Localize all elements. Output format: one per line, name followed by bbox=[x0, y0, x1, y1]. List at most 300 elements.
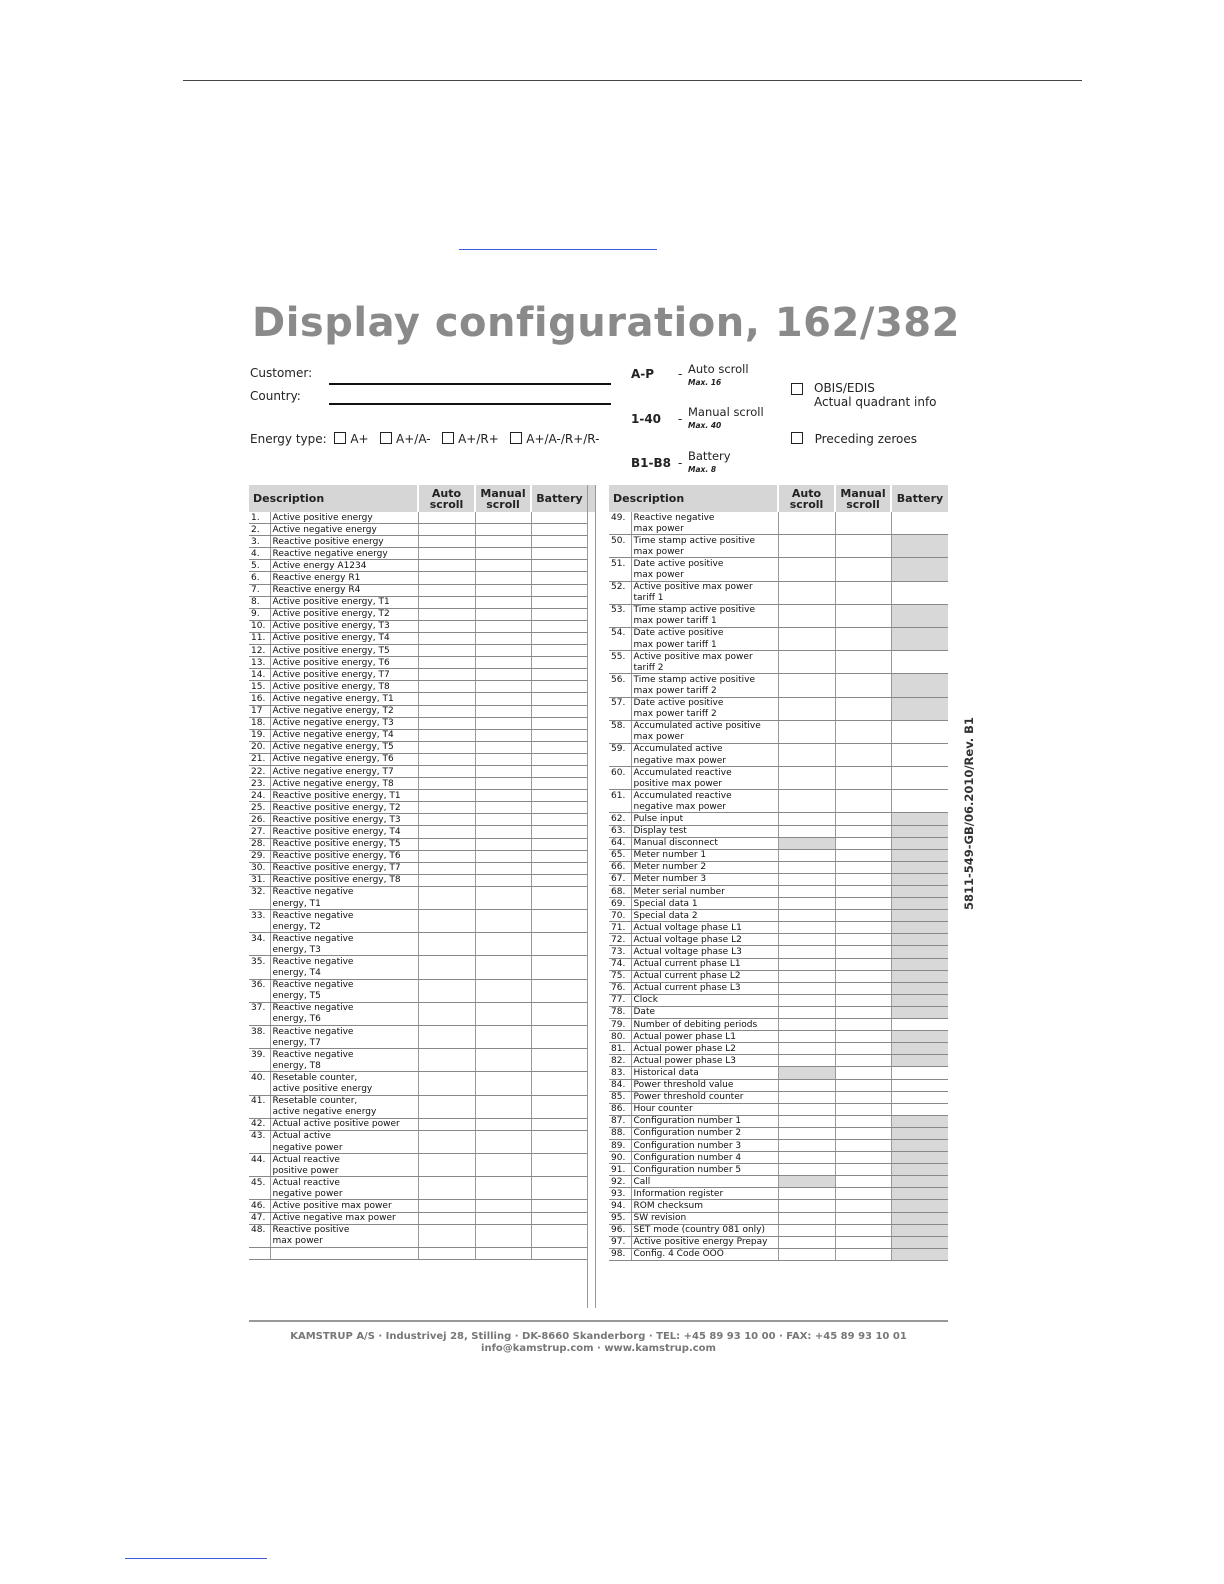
battery-cell[interactable] bbox=[891, 994, 948, 1006]
auto-scroll-cell[interactable] bbox=[778, 994, 835, 1006]
auto-scroll-cell[interactable] bbox=[418, 620, 475, 632]
battery-cell[interactable] bbox=[891, 1019, 948, 1031]
battery-cell[interactable] bbox=[531, 512, 587, 524]
battery-cell[interactable] bbox=[531, 560, 587, 572]
auto-scroll-cell[interactable] bbox=[778, 861, 835, 873]
battery-cell[interactable] bbox=[891, 958, 948, 970]
checkbox-icon[interactable] bbox=[380, 432, 392, 444]
manual-scroll-cell[interactable] bbox=[475, 956, 531, 979]
manual-scroll-cell[interactable] bbox=[475, 620, 531, 632]
manual-scroll-cell[interactable] bbox=[835, 720, 891, 743]
battery-cell[interactable] bbox=[531, 681, 587, 693]
battery-cell[interactable] bbox=[891, 535, 948, 558]
battery-cell[interactable] bbox=[531, 1200, 587, 1212]
manual-scroll-cell[interactable] bbox=[475, 681, 531, 693]
battery-cell[interactable] bbox=[891, 934, 948, 946]
battery-cell[interactable] bbox=[891, 1224, 948, 1236]
manual-scroll-cell[interactable] bbox=[835, 970, 891, 982]
auto-scroll-cell[interactable] bbox=[418, 1130, 475, 1153]
manual-scroll-cell[interactable] bbox=[835, 946, 891, 958]
battery-cell[interactable] bbox=[531, 1130, 587, 1153]
battery-cell[interactable] bbox=[531, 632, 587, 644]
manual-scroll-cell[interactable] bbox=[475, 1002, 531, 1025]
manual-scroll-cell[interactable] bbox=[475, 548, 531, 560]
auto-scroll-cell[interactable] bbox=[418, 645, 475, 657]
auto-scroll-cell[interactable] bbox=[778, 512, 835, 535]
battery-cell[interactable] bbox=[531, 584, 587, 596]
auto-scroll-cell[interactable] bbox=[778, 898, 835, 910]
battery-cell[interactable] bbox=[531, 838, 587, 850]
battery-cell[interactable] bbox=[531, 979, 587, 1002]
battery-cell[interactable] bbox=[891, 825, 948, 837]
auto-scroll-cell[interactable] bbox=[418, 910, 475, 933]
manual-scroll-cell[interactable] bbox=[835, 743, 891, 766]
battery-cell[interactable] bbox=[891, 1152, 948, 1164]
auto-scroll-cell[interactable] bbox=[418, 572, 475, 584]
battery-cell[interactable] bbox=[531, 572, 587, 584]
auto-scroll-cell[interactable] bbox=[778, 1224, 835, 1236]
auto-scroll-cell[interactable] bbox=[778, 1164, 835, 1176]
auto-scroll-cell[interactable] bbox=[778, 837, 835, 849]
battery-cell[interactable] bbox=[891, 1055, 948, 1067]
battery-cell[interactable] bbox=[531, 705, 587, 717]
manual-scroll-cell[interactable] bbox=[835, 558, 891, 581]
battery-cell[interactable] bbox=[891, 512, 948, 535]
auto-scroll-cell[interactable] bbox=[418, 596, 475, 608]
battery-cell[interactable] bbox=[531, 790, 587, 802]
auto-scroll-cell[interactable] bbox=[418, 874, 475, 886]
battery-cell[interactable] bbox=[531, 608, 587, 620]
manual-scroll-cell[interactable] bbox=[835, 898, 891, 910]
checkbox-icon[interactable] bbox=[791, 432, 803, 444]
battery-cell[interactable] bbox=[891, 922, 948, 934]
auto-scroll-cell[interactable] bbox=[778, 1019, 835, 1031]
manual-scroll-cell[interactable] bbox=[835, 1188, 891, 1200]
manual-scroll-cell[interactable] bbox=[475, 524, 531, 536]
auto-scroll-cell[interactable] bbox=[778, 558, 835, 581]
battery-cell[interactable] bbox=[531, 956, 587, 979]
battery-cell[interactable] bbox=[531, 802, 587, 814]
checkbox-icon[interactable] bbox=[334, 432, 346, 444]
manual-scroll-cell[interactable] bbox=[475, 669, 531, 681]
auto-scroll-cell[interactable] bbox=[778, 922, 835, 934]
auto-scroll-cell[interactable] bbox=[778, 886, 835, 898]
energy-option-a-plus[interactable]: A+ bbox=[334, 432, 368, 446]
manual-scroll-cell[interactable] bbox=[835, 581, 891, 604]
manual-scroll-cell[interactable] bbox=[475, 741, 531, 753]
auto-scroll-cell[interactable] bbox=[418, 657, 475, 669]
auto-scroll-cell[interactable] bbox=[778, 720, 835, 743]
battery-cell[interactable] bbox=[891, 813, 948, 825]
manual-scroll-cell[interactable] bbox=[835, 922, 891, 934]
manual-scroll-cell[interactable] bbox=[475, 1118, 531, 1130]
auto-scroll-cell[interactable] bbox=[418, 1154, 475, 1177]
battery-cell[interactable] bbox=[891, 1103, 948, 1115]
auto-scroll-cell[interactable] bbox=[778, 651, 835, 674]
battery-cell[interactable] bbox=[891, 1127, 948, 1139]
manual-scroll-cell[interactable] bbox=[475, 753, 531, 765]
auto-scroll-cell[interactable] bbox=[418, 1026, 475, 1049]
auto-scroll-cell[interactable] bbox=[418, 1002, 475, 1025]
energy-option-a-plus-minus[interactable]: A+/A- bbox=[380, 432, 431, 446]
auto-scroll-cell[interactable] bbox=[778, 767, 835, 790]
manual-scroll-cell[interactable] bbox=[475, 560, 531, 572]
battery-cell[interactable] bbox=[531, 596, 587, 608]
battery-cell[interactable] bbox=[531, 1224, 587, 1247]
auto-scroll-cell[interactable] bbox=[778, 1200, 835, 1212]
manual-scroll-cell[interactable] bbox=[835, 674, 891, 697]
auto-scroll-cell[interactable] bbox=[418, 608, 475, 620]
country-field[interactable] bbox=[329, 403, 611, 405]
auto-scroll-cell[interactable] bbox=[778, 813, 835, 825]
battery-cell[interactable] bbox=[531, 874, 587, 886]
manual-scroll-cell[interactable] bbox=[835, 1164, 891, 1176]
battery-cell[interactable] bbox=[531, 1049, 587, 1072]
battery-cell[interactable] bbox=[531, 536, 587, 548]
battery-cell[interactable] bbox=[891, 1031, 948, 1043]
auto-scroll-cell[interactable] bbox=[418, 1072, 475, 1095]
auto-scroll-cell[interactable] bbox=[418, 814, 475, 826]
auto-scroll-cell[interactable] bbox=[778, 1212, 835, 1224]
auto-scroll-cell[interactable] bbox=[418, 1118, 475, 1130]
auto-scroll-cell[interactable] bbox=[778, 1188, 835, 1200]
battery-cell[interactable] bbox=[531, 886, 587, 909]
battery-cell[interactable] bbox=[891, 837, 948, 849]
battery-cell[interactable] bbox=[891, 1043, 948, 1055]
battery-cell[interactable] bbox=[531, 1002, 587, 1025]
manual-scroll-cell[interactable] bbox=[475, 862, 531, 874]
manual-scroll-cell[interactable] bbox=[835, 767, 891, 790]
manual-scroll-cell[interactable] bbox=[835, 1067, 891, 1079]
manual-scroll-cell[interactable] bbox=[475, 814, 531, 826]
battery-cell[interactable] bbox=[891, 627, 948, 650]
battery-cell[interactable] bbox=[891, 1006, 948, 1018]
auto-scroll-cell[interactable] bbox=[778, 910, 835, 922]
auto-scroll-cell[interactable] bbox=[418, 862, 475, 874]
auto-scroll-cell[interactable] bbox=[778, 1079, 835, 1091]
auto-scroll-cell[interactable] bbox=[778, 1091, 835, 1103]
manual-scroll-cell[interactable] bbox=[835, 873, 891, 885]
empty-input-cell[interactable] bbox=[418, 1247, 475, 1259]
auto-scroll-cell[interactable] bbox=[418, 753, 475, 765]
checkbox-icon[interactable] bbox=[510, 432, 522, 444]
manual-scroll-cell[interactable] bbox=[835, 886, 891, 898]
battery-cell[interactable] bbox=[891, 1115, 948, 1127]
auto-scroll-cell[interactable] bbox=[418, 979, 475, 1002]
auto-scroll-cell[interactable] bbox=[418, 886, 475, 909]
manual-scroll-cell[interactable] bbox=[835, 1248, 891, 1260]
auto-scroll-cell[interactable] bbox=[778, 873, 835, 885]
manual-scroll-cell[interactable] bbox=[475, 512, 531, 524]
manual-scroll-cell[interactable] bbox=[835, 1212, 891, 1224]
manual-scroll-cell[interactable] bbox=[835, 958, 891, 970]
battery-cell[interactable] bbox=[531, 933, 587, 956]
preceding-zeroes-option[interactable]: Preceding zeroes bbox=[791, 432, 917, 446]
manual-scroll-cell[interactable] bbox=[475, 693, 531, 705]
auto-scroll-cell[interactable] bbox=[418, 1049, 475, 1072]
battery-cell[interactable] bbox=[891, 720, 948, 743]
auto-scroll-cell[interactable] bbox=[418, 933, 475, 956]
auto-scroll-cell[interactable] bbox=[778, 581, 835, 604]
manual-scroll-cell[interactable] bbox=[835, 1091, 891, 1103]
auto-scroll-cell[interactable] bbox=[418, 826, 475, 838]
auto-scroll-cell[interactable] bbox=[778, 1031, 835, 1043]
customer-field[interactable] bbox=[329, 383, 611, 385]
auto-scroll-cell[interactable] bbox=[778, 1127, 835, 1139]
auto-scroll-cell[interactable] bbox=[778, 1248, 835, 1260]
auto-scroll-cell[interactable] bbox=[418, 778, 475, 790]
auto-scroll-cell[interactable] bbox=[418, 838, 475, 850]
manual-scroll-cell[interactable] bbox=[835, 982, 891, 994]
battery-cell[interactable] bbox=[531, 1177, 587, 1200]
battery-cell[interactable] bbox=[531, 1095, 587, 1118]
auto-scroll-cell[interactable] bbox=[778, 982, 835, 994]
battery-cell[interactable] bbox=[891, 898, 948, 910]
battery-cell[interactable] bbox=[891, 1212, 948, 1224]
manual-scroll-cell[interactable] bbox=[475, 1026, 531, 1049]
auto-scroll-cell[interactable] bbox=[418, 1224, 475, 1247]
battery-cell[interactable] bbox=[891, 1079, 948, 1091]
battery-cell[interactable] bbox=[891, 651, 948, 674]
battery-cell[interactable] bbox=[531, 669, 587, 681]
auto-scroll-cell[interactable] bbox=[418, 765, 475, 777]
auto-scroll-cell[interactable] bbox=[418, 669, 475, 681]
battery-cell[interactable] bbox=[891, 1188, 948, 1200]
auto-scroll-cell[interactable] bbox=[418, 681, 475, 693]
manual-scroll-cell[interactable] bbox=[475, 1154, 531, 1177]
auto-scroll-cell[interactable] bbox=[778, 535, 835, 558]
checkbox-icon[interactable] bbox=[791, 383, 803, 395]
battery-cell[interactable] bbox=[531, 729, 587, 741]
battery-cell[interactable] bbox=[891, 946, 948, 958]
battery-cell[interactable] bbox=[531, 1212, 587, 1224]
manual-scroll-cell[interactable] bbox=[475, 1177, 531, 1200]
auto-scroll-cell[interactable] bbox=[418, 729, 475, 741]
battery-cell[interactable] bbox=[891, 1164, 948, 1176]
manual-scroll-cell[interactable] bbox=[835, 1236, 891, 1248]
battery-cell[interactable] bbox=[891, 790, 948, 813]
manual-scroll-cell[interactable] bbox=[835, 651, 891, 674]
manual-scroll-cell[interactable] bbox=[835, 1224, 891, 1236]
auto-scroll-cell[interactable] bbox=[778, 825, 835, 837]
checkbox-icon[interactable] bbox=[442, 432, 454, 444]
manual-scroll-cell[interactable] bbox=[475, 1049, 531, 1072]
battery-cell[interactable] bbox=[531, 910, 587, 933]
auto-scroll-cell[interactable] bbox=[778, 674, 835, 697]
energy-option-all[interactable]: A+/A-/R+/R- bbox=[510, 432, 599, 446]
battery-cell[interactable] bbox=[531, 717, 587, 729]
auto-scroll-cell[interactable] bbox=[778, 1006, 835, 1018]
battery-cell[interactable] bbox=[891, 1236, 948, 1248]
auto-scroll-cell[interactable] bbox=[418, 560, 475, 572]
manual-scroll-cell[interactable] bbox=[475, 717, 531, 729]
battery-cell[interactable] bbox=[531, 1026, 587, 1049]
manual-scroll-cell[interactable] bbox=[475, 765, 531, 777]
battery-cell[interactable] bbox=[891, 604, 948, 627]
energy-option-a-r[interactable]: A+/R+ bbox=[442, 432, 499, 446]
auto-scroll-cell[interactable] bbox=[778, 958, 835, 970]
hyperlink-underline[interactable] bbox=[459, 249, 657, 250]
auto-scroll-cell[interactable] bbox=[418, 536, 475, 548]
battery-cell[interactable] bbox=[531, 814, 587, 826]
manual-scroll-cell[interactable] bbox=[835, 813, 891, 825]
battery-cell[interactable] bbox=[531, 1072, 587, 1095]
battery-cell[interactable] bbox=[531, 657, 587, 669]
battery-cell[interactable] bbox=[531, 765, 587, 777]
manual-scroll-cell[interactable] bbox=[475, 850, 531, 862]
auto-scroll-cell[interactable] bbox=[778, 1103, 835, 1115]
auto-scroll-cell[interactable] bbox=[778, 604, 835, 627]
battery-cell[interactable] bbox=[891, 982, 948, 994]
auto-scroll-cell[interactable] bbox=[418, 584, 475, 596]
auto-scroll-cell[interactable] bbox=[778, 790, 835, 813]
auto-scroll-cell[interactable] bbox=[778, 1236, 835, 1248]
battery-cell[interactable] bbox=[531, 826, 587, 838]
manual-scroll-cell[interactable] bbox=[475, 910, 531, 933]
auto-scroll-cell[interactable] bbox=[778, 697, 835, 720]
manual-scroll-cell[interactable] bbox=[475, 1224, 531, 1247]
manual-scroll-cell[interactable] bbox=[475, 886, 531, 909]
auto-scroll-cell[interactable] bbox=[418, 956, 475, 979]
manual-scroll-cell[interactable] bbox=[475, 657, 531, 669]
battery-cell[interactable] bbox=[891, 970, 948, 982]
auto-scroll-cell[interactable] bbox=[418, 1177, 475, 1200]
manual-scroll-cell[interactable] bbox=[835, 861, 891, 873]
auto-scroll-cell[interactable] bbox=[778, 1067, 835, 1079]
manual-scroll-cell[interactable] bbox=[835, 1127, 891, 1139]
battery-cell[interactable] bbox=[891, 581, 948, 604]
manual-scroll-cell[interactable] bbox=[835, 627, 891, 650]
manual-scroll-cell[interactable] bbox=[835, 1043, 891, 1055]
battery-cell[interactable] bbox=[891, 1139, 948, 1151]
manual-scroll-cell[interactable] bbox=[835, 1176, 891, 1188]
manual-scroll-cell[interactable] bbox=[475, 608, 531, 620]
auto-scroll-cell[interactable] bbox=[778, 627, 835, 650]
manual-scroll-cell[interactable] bbox=[835, 825, 891, 837]
manual-scroll-cell[interactable] bbox=[475, 572, 531, 584]
manual-scroll-cell[interactable] bbox=[475, 584, 531, 596]
battery-cell[interactable] bbox=[531, 645, 587, 657]
manual-scroll-cell[interactable] bbox=[475, 1130, 531, 1153]
manual-scroll-cell[interactable] bbox=[835, 1055, 891, 1067]
manual-scroll-cell[interactable] bbox=[475, 802, 531, 814]
manual-scroll-cell[interactable] bbox=[835, 1006, 891, 1018]
battery-cell[interactable] bbox=[531, 548, 587, 560]
auto-scroll-cell[interactable] bbox=[418, 1200, 475, 1212]
battery-cell[interactable] bbox=[891, 849, 948, 861]
battery-cell[interactable] bbox=[531, 1154, 587, 1177]
manual-scroll-cell[interactable] bbox=[475, 1095, 531, 1118]
manual-scroll-cell[interactable] bbox=[475, 645, 531, 657]
auto-scroll-cell[interactable] bbox=[418, 802, 475, 814]
manual-scroll-cell[interactable] bbox=[475, 838, 531, 850]
battery-cell[interactable] bbox=[891, 886, 948, 898]
empty-input-cell[interactable] bbox=[475, 1247, 531, 1259]
auto-scroll-cell[interactable] bbox=[418, 548, 475, 560]
empty-input-cell[interactable] bbox=[531, 1247, 587, 1259]
manual-scroll-cell[interactable] bbox=[475, 1212, 531, 1224]
battery-cell[interactable] bbox=[891, 873, 948, 885]
auto-scroll-cell[interactable] bbox=[778, 946, 835, 958]
manual-scroll-cell[interactable] bbox=[835, 697, 891, 720]
manual-scroll-cell[interactable] bbox=[835, 1031, 891, 1043]
battery-cell[interactable] bbox=[531, 850, 587, 862]
manual-scroll-cell[interactable] bbox=[835, 1139, 891, 1151]
battery-cell[interactable] bbox=[531, 862, 587, 874]
auto-scroll-cell[interactable] bbox=[418, 717, 475, 729]
battery-cell[interactable] bbox=[891, 674, 948, 697]
manual-scroll-cell[interactable] bbox=[835, 1079, 891, 1091]
manual-scroll-cell[interactable] bbox=[835, 1115, 891, 1127]
battery-cell[interactable] bbox=[891, 1248, 948, 1260]
manual-scroll-cell[interactable] bbox=[835, 849, 891, 861]
auto-scroll-cell[interactable] bbox=[418, 1095, 475, 1118]
auto-scroll-cell[interactable] bbox=[778, 1176, 835, 1188]
manual-scroll-cell[interactable] bbox=[835, 604, 891, 627]
auto-scroll-cell[interactable] bbox=[418, 705, 475, 717]
auto-scroll-cell[interactable] bbox=[418, 850, 475, 862]
battery-cell[interactable] bbox=[891, 1067, 948, 1079]
manual-scroll-cell[interactable] bbox=[475, 729, 531, 741]
auto-scroll-cell[interactable] bbox=[778, 970, 835, 982]
auto-scroll-cell[interactable] bbox=[778, 849, 835, 861]
battery-cell[interactable] bbox=[531, 741, 587, 753]
manual-scroll-cell[interactable] bbox=[835, 934, 891, 946]
auto-scroll-cell[interactable] bbox=[778, 1139, 835, 1151]
auto-scroll-cell[interactable] bbox=[778, 1055, 835, 1067]
manual-scroll-cell[interactable] bbox=[835, 512, 891, 535]
manual-scroll-cell[interactable] bbox=[835, 1103, 891, 1115]
battery-cell[interactable] bbox=[891, 1200, 948, 1212]
auto-scroll-cell[interactable] bbox=[418, 790, 475, 802]
auto-scroll-cell[interactable] bbox=[778, 1043, 835, 1055]
manual-scroll-cell[interactable] bbox=[475, 778, 531, 790]
battery-cell[interactable] bbox=[531, 620, 587, 632]
manual-scroll-cell[interactable] bbox=[475, 632, 531, 644]
manual-scroll-cell[interactable] bbox=[475, 596, 531, 608]
manual-scroll-cell[interactable] bbox=[475, 536, 531, 548]
manual-scroll-cell[interactable] bbox=[475, 979, 531, 1002]
battery-cell[interactable] bbox=[891, 910, 948, 922]
auto-scroll-cell[interactable] bbox=[778, 1115, 835, 1127]
manual-scroll-cell[interactable] bbox=[475, 874, 531, 886]
auto-scroll-cell[interactable] bbox=[418, 524, 475, 536]
auto-scroll-cell[interactable] bbox=[418, 1212, 475, 1224]
manual-scroll-cell[interactable] bbox=[835, 1152, 891, 1164]
obis-checkbox-row[interactable] bbox=[791, 383, 807, 397]
auto-scroll-cell[interactable] bbox=[418, 512, 475, 524]
manual-scroll-cell[interactable] bbox=[835, 910, 891, 922]
manual-scroll-cell[interactable] bbox=[835, 1200, 891, 1212]
hyperlink-underline[interactable] bbox=[125, 1558, 267, 1559]
auto-scroll-cell[interactable] bbox=[418, 632, 475, 644]
manual-scroll-cell[interactable] bbox=[835, 535, 891, 558]
manual-scroll-cell[interactable] bbox=[835, 1019, 891, 1031]
battery-cell[interactable] bbox=[891, 743, 948, 766]
manual-scroll-cell[interactable] bbox=[475, 1072, 531, 1095]
battery-cell[interactable] bbox=[891, 1091, 948, 1103]
auto-scroll-cell[interactable] bbox=[418, 741, 475, 753]
battery-cell[interactable] bbox=[891, 697, 948, 720]
manual-scroll-cell[interactable] bbox=[475, 826, 531, 838]
battery-cell[interactable] bbox=[531, 524, 587, 536]
battery-cell[interactable] bbox=[531, 1118, 587, 1130]
manual-scroll-cell[interactable] bbox=[475, 790, 531, 802]
manual-scroll-cell[interactable] bbox=[835, 994, 891, 1006]
manual-scroll-cell[interactable] bbox=[835, 837, 891, 849]
auto-scroll-cell[interactable] bbox=[778, 743, 835, 766]
manual-scroll-cell[interactable] bbox=[475, 705, 531, 717]
